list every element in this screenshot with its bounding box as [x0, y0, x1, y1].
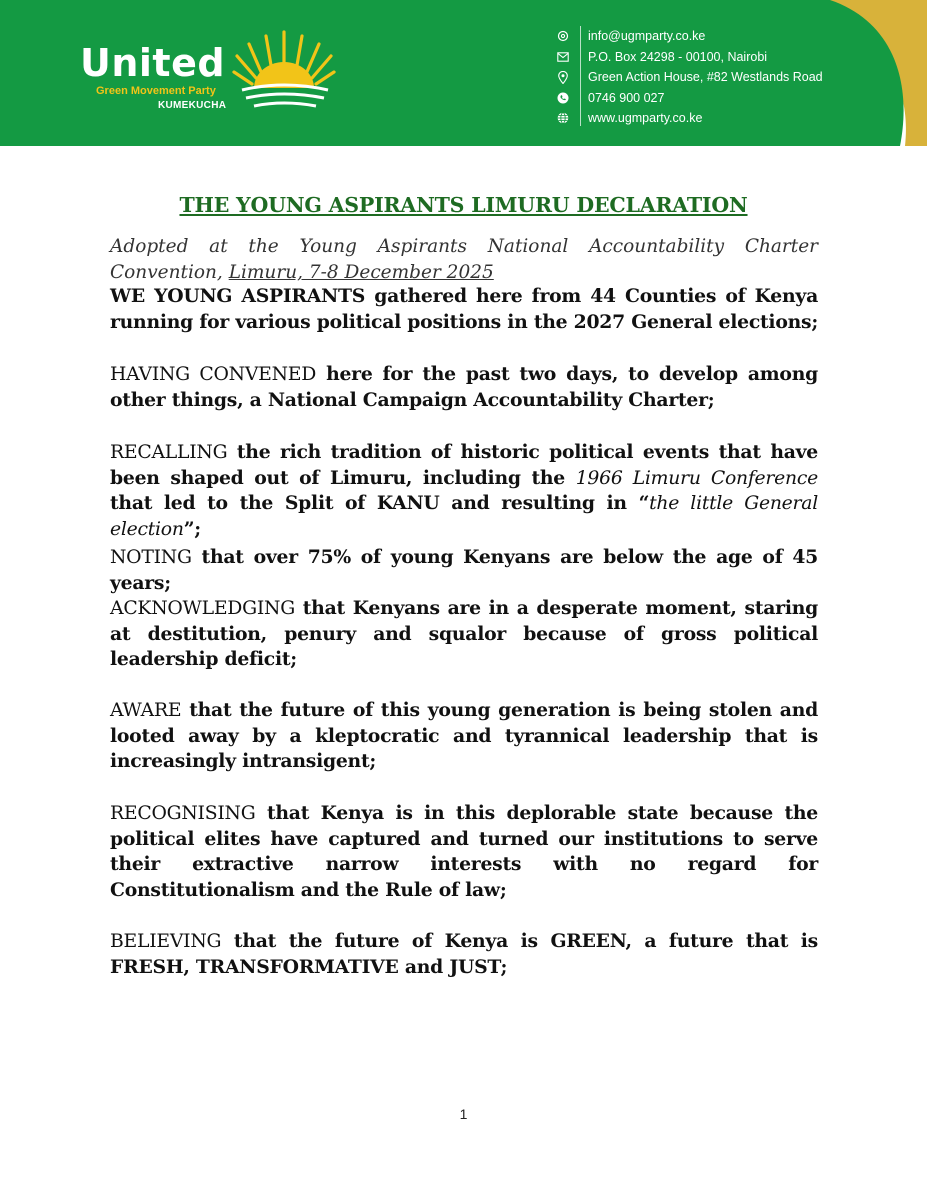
clause-lead: WE YOUNG ASPIRANTS: [110, 285, 366, 307]
clause-text: that the future of Kenya is GREEN, a future that is FRESH, TRANSFORMATIVE and JUST;: [110, 930, 818, 978]
clause-text: that Kenyans are in a desperate moment, staring at destitution, penury and squalor because of gross political leadership deficit;: [110, 597, 818, 670]
contact-email[interactable]: [556, 26, 823, 47]
contact-postal-text: P.O. Box 24298 - 00100, Nairobi: [588, 49, 768, 64]
clause-lead: BELIEVING: [110, 931, 222, 952]
clause-text: that Kenya is in this deplorable state because the political elites have captured and turned our institutions to serve their extractive narrow interests with no regard for Constitutionalism and the Rule of law;: [110, 802, 818, 901]
clause-lead: NOTING: [110, 547, 192, 568]
clause-recalling: [110, 440, 818, 542]
clause-lead: ACKNOWLEDGING: [110, 598, 295, 619]
clause-lead: RECALLING: [110, 442, 228, 463]
clause-acknowledging: [110, 596, 818, 673]
clause-italic-election: the little General election: [110, 493, 818, 540]
document-title: THE YOUNG ASPIRANTS LIMURU DECLARATION: [179, 193, 748, 217]
clause-text: that the future of this young generation is being stolen and looted away by a kleptocratic and tyrannical leadership that is increasingly intransigent;: [110, 699, 818, 772]
contact-website[interactable]: [556, 108, 823, 129]
subtitle-venue-date: Limuru, 7-8 December 2025: [228, 262, 494, 283]
contact-email-text: info@ugmparty.co.ke: [588, 29, 706, 44]
contact-website-text: www.ugmparty.co.ke: [588, 111, 703, 126]
page-number: 1: [459, 1106, 468, 1122]
clause-lead: RECOGNISING: [110, 803, 256, 824]
clause-noting: [110, 545, 818, 596]
email-icon: [556, 29, 570, 43]
party-name: Green Movement Party: [96, 85, 216, 97]
clause-aware: [110, 698, 818, 775]
clause-believing: [110, 929, 818, 980]
clause-lead: HAVING CONVENED: [110, 364, 317, 385]
clause-recognising: [110, 801, 818, 903]
location-pin-icon: [556, 70, 570, 84]
contact-address: [556, 67, 823, 88]
subtitle-text: Adopted at the Young Aspirants National Accountability Charter Convention,: [110, 236, 818, 283]
contact-postal: [556, 47, 823, 68]
globe-icon: [556, 111, 570, 125]
clause-having-convened: [110, 362, 818, 413]
clause-text: that led to the Split of KANU and resulting in “: [110, 492, 650, 514]
clause-text: ”;: [183, 517, 201, 540]
contact-phone-text: 0746 900 027: [588, 90, 665, 105]
document-subtitle: [110, 234, 818, 286]
clause-italic-conference: 1966 Limuru Conference: [575, 467, 818, 489]
mail-envelope-icon: [556, 50, 570, 64]
clause-we-young-aspirants: [110, 284, 818, 335]
contact-address-text: Green Action House, #82 Westlands Road: [588, 70, 823, 85]
letterhead-banner: [0, 0, 927, 146]
contact-list: [556, 26, 823, 129]
rising-sun-logo-icon: [232, 28, 337, 113]
brand-name: United: [80, 41, 226, 85]
phone-icon: [556, 91, 570, 105]
clause-text: that over 75% of young Kenyans are below the age of 45 years;: [110, 546, 818, 594]
clause-text: the rich tradition of historic political events that have been shaped out of Limuru, including the: [110, 441, 818, 489]
clause-text: here for the past two days, to develop among other things, a National Campaign Accountability Charter;: [110, 363, 818, 411]
party-tagline: KUMEKUCHA: [158, 100, 227, 111]
clause-text: gathered here from 44 Counties of Kenya running for various political positions in the 2027 General elections;: [110, 285, 819, 333]
clause-lead: AWARE: [110, 700, 182, 721]
contact-phone[interactable]: [556, 88, 823, 109]
